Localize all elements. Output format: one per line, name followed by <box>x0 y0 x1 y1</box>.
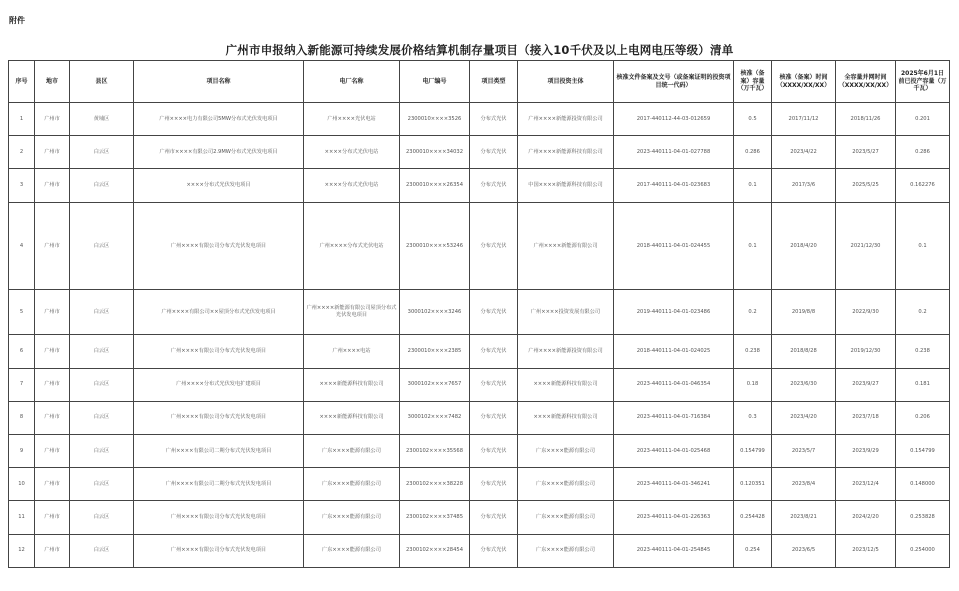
cell-approval-date: 2023/4/20 <box>772 401 836 434</box>
cell-no: 5 <box>9 290 35 335</box>
cell-investor: 广东××××能源有限公司 <box>518 435 614 468</box>
cell-code: 2023-440111-04-01-254845 <box>614 534 734 567</box>
cell-plant-id: 2300010××××2385 <box>400 335 470 368</box>
cell-city: 广州市 <box>35 136 70 169</box>
cell-capacity: 0.3 <box>734 401 772 434</box>
header-cell: 地市 <box>35 61 70 103</box>
cell-project: 广州××××有限公司分布式光伏发电项目 <box>134 202 304 290</box>
cell-approval-date: 2023/8/21 <box>772 501 836 534</box>
cell-plant-id: 2300102××××38228 <box>400 468 470 501</box>
header-cell: 全容量并网时间（XXXX/XX/XX） <box>836 61 896 103</box>
cell-approval-date: 2023/5/7 <box>772 435 836 468</box>
cell-no: 12 <box>9 534 35 567</box>
table-row <box>9 169 950 202</box>
cell-grid-date: 2023/7/18 <box>836 401 896 434</box>
table-row <box>9 401 950 434</box>
cell-grid-date: 2021/12/30 <box>836 202 896 290</box>
cell-no: 9 <box>9 435 35 468</box>
cell-code: 2023-440111-04-01-346241 <box>614 468 734 501</box>
cell-capacity: 0.5 <box>734 103 772 136</box>
table-row <box>9 136 950 169</box>
cell-approval-date: 2023/6/30 <box>772 368 836 401</box>
cell-code: 2017-440112-44-03-012659 <box>614 103 734 136</box>
cell-operated: 0.148000 <box>896 468 950 501</box>
cell-investor: 广东××××能源有限公司 <box>518 534 614 567</box>
cell-plant-id: 2300010××××34032 <box>400 136 470 169</box>
cell-no: 8 <box>9 401 35 434</box>
cell-project: ××××分布式光伏发电项目 <box>134 169 304 202</box>
cell-plant: ××××新能源科技有限公司 <box>304 401 400 434</box>
table-row <box>9 435 950 468</box>
table-row <box>9 468 950 501</box>
cell-plant: ××××分布式光伏电站 <box>304 169 400 202</box>
table-header-row <box>9 61 950 103</box>
cell-plant: 广州××××分布式光伏电站 <box>304 202 400 290</box>
cell-project: 广州××××有限公司分布式光伏发电项目 <box>134 401 304 434</box>
cell-approval-date: 2019/8/8 <box>772 290 836 335</box>
cell-capacity: 0.2 <box>734 290 772 335</box>
cell-operated: 0.286 <box>896 136 950 169</box>
cell-code: 2018-440111-04-01-024455 <box>614 202 734 290</box>
cell-plant: ××××分布式光伏电站 <box>304 136 400 169</box>
cell-code: 2018-440111-04-01-024025 <box>614 335 734 368</box>
header-cell: 核准（备案）时间（XXXX/XX/XX） <box>772 61 836 103</box>
cell-city: 广州市 <box>35 202 70 290</box>
cell-investor: 广州××××新能源投资有限公司 <box>518 103 614 136</box>
cell-operated: 0.1 <box>896 202 950 290</box>
cell-district: 白云区 <box>70 136 134 169</box>
cell-investor: 广州××××新能源科技有限公司 <box>518 136 614 169</box>
cell-plant-id: 3000102××××7657 <box>400 368 470 401</box>
cell-project: 广州××××有限公司二期分布式光伏发电项目 <box>134 468 304 501</box>
cell-plant: 广东××××能源有限公司 <box>304 534 400 567</box>
cell-district: 白云区 <box>70 468 134 501</box>
cell-operated: 0.254000 <box>896 534 950 567</box>
cell-plant-id: 2300010××××3526 <box>400 103 470 136</box>
cell-approval-date: 2017/3/6 <box>772 169 836 202</box>
cell-district: 黄埔区 <box>70 103 134 136</box>
cell-code: 2023-440111-04-01-226363 <box>614 501 734 534</box>
cell-project: 广州市××××有限公司2.9MW分布式光伏发电项目 <box>134 136 304 169</box>
cell-type: 分布式光伏 <box>470 534 518 567</box>
cell-code: 2019-440111-04-01-023486 <box>614 290 734 335</box>
cell-plant: 广东××××能源有限公司 <box>304 435 400 468</box>
cell-operated: 0.181 <box>896 368 950 401</box>
cell-plant: 广州××××电站 <box>304 335 400 368</box>
header-cell: 核准文件备案及文号（或备案证明的投资项目统一代码） <box>614 61 734 103</box>
cell-approval-date: 2017/11/12 <box>772 103 836 136</box>
cell-no: 7 <box>9 368 35 401</box>
cell-no: 2 <box>9 136 35 169</box>
cell-capacity: 0.254428 <box>734 501 772 534</box>
cell-plant: 广东××××能源有限公司 <box>304 468 400 501</box>
cell-code: 2023-440111-04-01-027788 <box>614 136 734 169</box>
cell-plant: ××××新能源科技有限公司 <box>304 368 400 401</box>
cell-operated: 0.201 <box>896 103 950 136</box>
cell-type: 分布式光伏 <box>470 169 518 202</box>
cell-district: 白云区 <box>70 435 134 468</box>
cell-code: 2023-440111-04-01-716384 <box>614 401 734 434</box>
project-table <box>8 60 950 568</box>
header-cell: 项目名称 <box>134 61 304 103</box>
cell-capacity: 0.286 <box>734 136 772 169</box>
cell-district: 白云区 <box>70 534 134 567</box>
cell-operated: 0.154799 <box>896 435 950 468</box>
document-title: 广州市申报纳入新能源可持续发展价格结算机制存量项目（接入10千伏及以上电网电压等级）清单 <box>225 43 734 57</box>
cell-city: 广州市 <box>35 103 70 136</box>
cell-operated: 0.2 <box>896 290 950 335</box>
cell-district: 白云区 <box>70 368 134 401</box>
cell-investor: 广东××××能源有限公司 <box>518 468 614 501</box>
cell-district: 白云区 <box>70 335 134 368</box>
cell-capacity: 0.1 <box>734 202 772 290</box>
cell-city: 广州市 <box>35 501 70 534</box>
cell-operated: 0.253828 <box>896 501 950 534</box>
cell-plant-id: 2300010××××53246 <box>400 202 470 290</box>
cell-no: 11 <box>9 501 35 534</box>
cell-district: 白云区 <box>70 290 134 335</box>
table-row <box>9 202 950 290</box>
cell-city: 广州市 <box>35 435 70 468</box>
header-cell: 电厂编号 <box>400 61 470 103</box>
cell-grid-date: 2024/2/20 <box>836 501 896 534</box>
cell-type: 分布式光伏 <box>470 136 518 169</box>
cell-capacity: 0.254 <box>734 534 772 567</box>
header-cell: 县区 <box>70 61 134 103</box>
cell-grid-date: 2018/11/26 <box>836 103 896 136</box>
cell-type: 分布式光伏 <box>470 435 518 468</box>
cell-operated: 0.238 <box>896 335 950 368</box>
table-row <box>9 290 950 335</box>
cell-grid-date: 2023/12/5 <box>836 534 896 567</box>
cell-no: 10 <box>9 468 35 501</box>
cell-operated: 0.162276 <box>896 169 950 202</box>
table-row <box>9 103 950 136</box>
cell-plant-id: 2300102××××35568 <box>400 435 470 468</box>
cell-operated: 0.206 <box>896 401 950 434</box>
cell-type: 分布式光伏 <box>470 335 518 368</box>
header-cell: 序号 <box>9 61 35 103</box>
cell-grid-date: 2023/5/27 <box>836 136 896 169</box>
cell-city: 广州市 <box>35 290 70 335</box>
cell-plant-id: 2300102××××28454 <box>400 534 470 567</box>
cell-investor: ××××新能源科技有限公司 <box>518 368 614 401</box>
cell-project: 广州××××分布式光伏发电扩建项目 <box>134 368 304 401</box>
cell-code: 2023-440111-04-01-046354 <box>614 368 734 401</box>
cell-grid-date: 2025/5/25 <box>836 169 896 202</box>
cell-district: 白云区 <box>70 202 134 290</box>
cell-city: 广州市 <box>35 534 70 567</box>
cell-city: 广州市 <box>35 401 70 434</box>
cell-investor: 广州××××新能源投资有限公司 <box>518 335 614 368</box>
cell-investor: ××××新能源科技有限公司 <box>518 401 614 434</box>
cell-capacity: 0.154799 <box>734 435 772 468</box>
cell-capacity: 0.1 <box>734 169 772 202</box>
table-row <box>9 335 950 368</box>
header-cell: 核准（备案）容量（万千瓦） <box>734 61 772 103</box>
cell-no: 1 <box>9 103 35 136</box>
cell-type: 分布式光伏 <box>470 468 518 501</box>
cell-code: 2017-440111-04-01-023683 <box>614 169 734 202</box>
header-cell: 项目投资主体 <box>518 61 614 103</box>
cell-city: 广州市 <box>35 368 70 401</box>
cell-investor: 广州××××新能源有限公司 <box>518 202 614 290</box>
table-body <box>9 103 950 568</box>
cell-approval-date: 2023/4/22 <box>772 136 836 169</box>
cell-type: 分布式光伏 <box>470 401 518 434</box>
cell-no: 3 <box>9 169 35 202</box>
cell-approval-date: 2018/8/28 <box>772 335 836 368</box>
cell-city: 广州市 <box>35 169 70 202</box>
cell-district: 白云区 <box>70 401 134 434</box>
header-cell: 电厂名称 <box>304 61 400 103</box>
table-row <box>9 368 950 401</box>
cell-grid-date: 2022/9/30 <box>836 290 896 335</box>
cell-approval-date: 2018/4/20 <box>772 202 836 290</box>
cell-project: 广州××××有限公司分布式光伏发电项目 <box>134 335 304 368</box>
table-row <box>9 501 950 534</box>
table-row <box>9 534 950 567</box>
cell-project: 广州××××有限公司分布式光伏发电项目 <box>134 534 304 567</box>
cell-district: 白云区 <box>70 501 134 534</box>
cell-approval-date: 2023/6/5 <box>772 534 836 567</box>
cell-grid-date: 2019/12/30 <box>836 335 896 368</box>
cell-plant-id: 2300010××××26354 <box>400 169 470 202</box>
cell-investor: 广州××××投资发展有限公司 <box>518 290 614 335</box>
cell-plant: 广东××××能源有限公司 <box>304 501 400 534</box>
cell-plant-id: 3000102××××3246 <box>400 290 470 335</box>
cell-no: 6 <box>9 335 35 368</box>
cell-grid-date: 2023/9/29 <box>836 435 896 468</box>
cell-approval-date: 2023/8/4 <box>772 468 836 501</box>
cell-type: 分布式光伏 <box>470 290 518 335</box>
header-cell: 2025年6月1日前已投产容量（万千瓦） <box>896 61 950 103</box>
header-cell: 项目类型 <box>470 61 518 103</box>
attachment-label: 附件 <box>9 16 25 25</box>
cell-grid-date: 2023/9/27 <box>836 368 896 401</box>
cell-investor: 广东××××能源有限公司 <box>518 501 614 534</box>
cell-type: 分布式光伏 <box>470 501 518 534</box>
cell-type: 分布式光伏 <box>470 103 518 136</box>
cell-type: 分布式光伏 <box>470 368 518 401</box>
cell-city: 广州市 <box>35 468 70 501</box>
cell-investor: 中国××××新能源科技有限公司 <box>518 169 614 202</box>
cell-project: 广州××××电力有限公司5MW分布式光伏发电项目 <box>134 103 304 136</box>
cell-plant: 广州××××光伏电站 <box>304 103 400 136</box>
cell-capacity: 0.238 <box>734 335 772 368</box>
cell-project: 广州××××有限公司二期分布式光伏发电项目 <box>134 435 304 468</box>
cell-code: 2023-440111-04-01-025468 <box>614 435 734 468</box>
cell-no: 4 <box>9 202 35 290</box>
cell-plant-id: 3000102××××7482 <box>400 401 470 434</box>
cell-project: 广州××××有限公司分布式光伏发电项目 <box>134 501 304 534</box>
cell-district: 白云区 <box>70 169 134 202</box>
cell-plant-id: 2300102××××37485 <box>400 501 470 534</box>
cell-capacity: 0.18 <box>734 368 772 401</box>
cell-grid-date: 2023/12/4 <box>836 468 896 501</box>
cell-project: 广州××××有限公司××屋顶分布式光伏发电项目 <box>134 290 304 335</box>
cell-capacity: 0.120351 <box>734 468 772 501</box>
cell-plant: 广州××××新能源有限公司屋顶分布式光伏发电项目 <box>304 290 400 335</box>
cell-type: 分布式光伏 <box>470 202 518 290</box>
cell-city: 广州市 <box>35 335 70 368</box>
